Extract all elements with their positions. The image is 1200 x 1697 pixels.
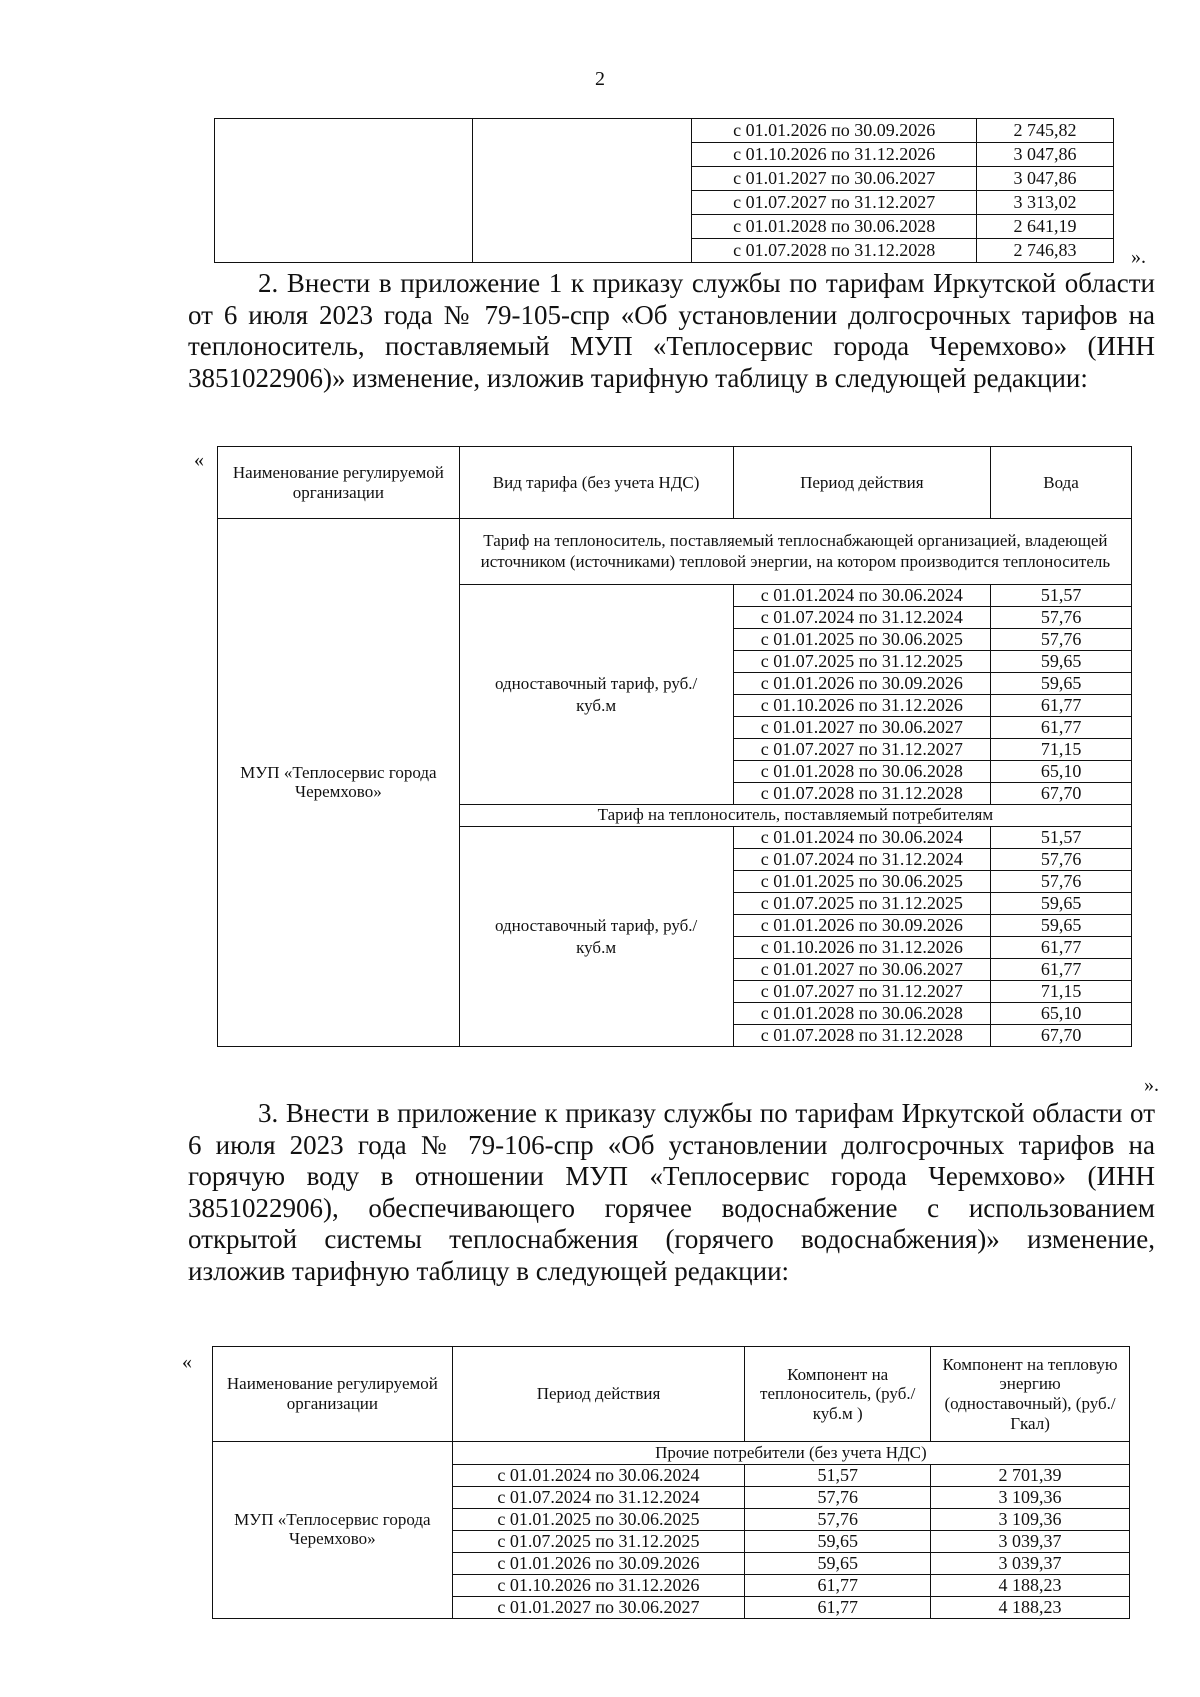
period-cell: с 01.07.2024 по 31.12.2024: [733, 849, 991, 871]
energy-value-cell: 3 109,36: [931, 1487, 1130, 1509]
table-tail: [214, 118, 1114, 263]
t2-section-title: Прочие потребители (без учета НДС): [452, 1442, 1129, 1465]
value-cell: 59,65: [991, 651, 1132, 673]
t1-header-tariff-type: Вид тарифа (без учета НДС): [459, 447, 733, 519]
period-cell: с 01.07.2024 по 31.12.2024: [452, 1487, 745, 1509]
period-cell: с 01.01.2027 по 30.06.2027: [733, 959, 991, 981]
value-cell: 51,57: [991, 827, 1132, 849]
period-cell: с 01.01.2024 по 30.06.2024: [452, 1465, 745, 1487]
energy-value-cell: 4 188,23: [931, 1597, 1130, 1619]
period-cell: с 01.10.2026 по 31.12.2026: [733, 695, 991, 717]
t1-section2-title: Тариф на теплоноситель, поставляемый потребителям: [459, 805, 1131, 827]
period-cell: с 01.07.2025 по 31.12.2025: [733, 651, 991, 673]
period-cell: с 01.07.2027 по 31.12.2027: [733, 981, 991, 1003]
carrier-value-cell: 59,65: [745, 1553, 931, 1575]
period-cell: с 01.07.2028 по 31.12.2028: [733, 1025, 991, 1047]
value-cell: 61,77: [991, 937, 1132, 959]
tail-empty-cell-type: [472, 119, 692, 263]
t1-header-water: Вода: [991, 447, 1132, 519]
value-cell: 3 047,86: [977, 167, 1114, 191]
period-cell: с 01.01.2026 по 30.09.2026: [733, 673, 991, 695]
value-cell: 59,65: [991, 673, 1132, 695]
carrier-value-cell: 61,77: [745, 1575, 931, 1597]
period-cell: с 01.01.2027 по 30.06.2027: [452, 1597, 745, 1619]
period-cell: с 01.01.2026 по 30.09.2026: [452, 1553, 745, 1575]
t1-header-org: Наименование регулируемой организации: [218, 447, 460, 519]
table-row: [215, 119, 1114, 143]
value-cell: 71,15: [991, 981, 1132, 1003]
t2-header-org: Наименование регулируемой организации: [213, 1347, 453, 1442]
period-cell: с 01.01.2028 по 30.06.2028: [733, 1003, 991, 1025]
t1-section2-tariff: одноставочный тариф, руб./куб.м: [459, 827, 733, 1047]
carrier-value-cell: 57,76: [745, 1509, 931, 1531]
value-cell: 67,70: [991, 783, 1132, 805]
carrier-value-cell: 51,57: [745, 1465, 931, 1487]
value-cell: 65,10: [991, 1003, 1132, 1025]
period-cell: с 01.10.2026 по 31.12.2026: [452, 1575, 745, 1597]
table2-open-quote: «: [182, 1351, 192, 1373]
period-cell: с 01.07.2024 по 31.12.2024: [733, 607, 991, 629]
value-cell: 2 641,19: [977, 215, 1114, 239]
value-cell: 59,65: [991, 915, 1132, 937]
table-hot-water: [212, 1346, 1130, 1619]
value-cell: 3 313,02: [977, 191, 1114, 215]
energy-value-cell: 3 039,37: [931, 1553, 1130, 1575]
t2-header-heat-energy: Компонент на тепловую энергию (одноставочный), (руб./Гкал): [931, 1347, 1130, 1442]
period-cell: с 01.01.2025 по 30.06.2025: [733, 629, 991, 651]
period-cell: с 01.07.2025 по 31.12.2025: [452, 1531, 745, 1553]
period-cell: с 01.10.2026 по 31.12.2026: [733, 937, 991, 959]
period-cell: с 01.07.2027 по 31.12.2027: [733, 739, 991, 761]
page-number: 2: [595, 68, 605, 90]
period-cell: с 01.01.2026 по 30.09.2026: [692, 119, 977, 143]
value-cell: 3 047,86: [977, 143, 1114, 167]
energy-value-cell: 3 039,37: [931, 1531, 1130, 1553]
value-cell: 57,76: [991, 607, 1132, 629]
paragraph-2: 2. Внести в приложение 1 к приказу службы по тарифам Иркутской области от 6 июля 2023 года № 79-105-спр «Об установлении долгосрочных тарифов на теплоноситель, поставляемый МУП «Теплосервис города Черемхово» (ИНН 3851022906)» изменение, изложив тарифную таблицу в следующей редакции:: [188, 268, 1155, 393]
period-cell: с 01.01.2027 по 30.06.2027: [692, 167, 977, 191]
carrier-value-cell: 59,65: [745, 1531, 931, 1553]
value-cell: 2 745,82: [977, 119, 1114, 143]
value-cell: 61,77: [991, 717, 1132, 739]
t2-header-period: Период действия: [452, 1347, 745, 1442]
table-row: [213, 1442, 1130, 1465]
period-cell: с 01.01.2025 по 30.06.2025: [452, 1509, 745, 1531]
value-cell: 2 746,83: [977, 239, 1114, 263]
t2-header-heat-carrier: Компонент на теплоноситель, (руб./куб.м ): [745, 1347, 931, 1442]
period-cell: с 01.10.2026 по 31.12.2026: [692, 143, 977, 167]
value-cell: 61,77: [991, 695, 1132, 717]
energy-value-cell: 4 188,23: [931, 1575, 1130, 1597]
period-cell: с 01.07.2028 по 31.12.2028: [692, 239, 977, 263]
period-cell: с 01.01.2024 по 30.06.2024: [733, 585, 991, 607]
paragraph-3: 3. Внести в приложение к приказу службы по тарифам Иркутской области от 6 июля 2023 года № 79-106-спр «Об установлении долгосрочных тарифов на горячую воду в отношении МУП «Теплосервис города Черемхово» (ИНН 3851022906), обеспечивающего горячее водоснабжение с использованием открытой системы теплоснабжения (горячего водоснабжения)» изменение, изложив тарифную таблицу в следующей редакции:: [188, 1098, 1155, 1286]
value-cell: 65,10: [991, 761, 1132, 783]
period-cell: с 01.01.2025 по 30.06.2025: [733, 871, 991, 893]
t1-section1-title: Тариф на теплоноситель, поставляемый теплоснабжающей организацией, владеющей источником (источниками) тепловой энергии, на котором производится теплоноситель: [459, 519, 1131, 585]
value-cell: 57,76: [991, 849, 1132, 871]
value-cell: 59,65: [991, 893, 1132, 915]
table1-closing-quote: ».: [1144, 1074, 1159, 1096]
table-teplonositel: [217, 446, 1132, 1047]
period-cell: с 01.07.2027 по 31.12.2027: [692, 191, 977, 215]
t1-org-name: МУП «Теплосервис города Черемхово»: [218, 519, 460, 1047]
period-cell: с 01.01.2026 по 30.09.2026: [733, 915, 991, 937]
carrier-value-cell: 61,77: [745, 1597, 931, 1619]
period-cell: с 01.07.2025 по 31.12.2025: [733, 893, 991, 915]
table1-open-quote: «: [194, 449, 204, 471]
table-tail-closing-quote: ».: [1131, 246, 1146, 268]
table-row: [218, 519, 1132, 585]
value-cell: 61,77: [991, 959, 1132, 981]
value-cell: 57,76: [991, 629, 1132, 651]
value-cell: 71,15: [991, 739, 1132, 761]
value-cell: 57,76: [991, 871, 1132, 893]
period-cell: с 01.01.2027 по 30.06.2027: [733, 717, 991, 739]
t2-org-name: МУП «Теплосервис города Черемхово»: [213, 1442, 453, 1619]
tail-empty-cell-org: [215, 119, 473, 263]
energy-value-cell: 3 109,36: [931, 1509, 1130, 1531]
t1-section1-tariff: одноставочный тариф, руб./куб.м: [459, 585, 733, 805]
value-cell: 51,57: [991, 585, 1132, 607]
t1-header-period: Период действия: [733, 447, 991, 519]
period-cell: с 01.01.2028 по 30.06.2028: [692, 215, 977, 239]
energy-value-cell: 2 701,39: [931, 1465, 1130, 1487]
period-cell: с 01.01.2024 по 30.06.2024: [733, 827, 991, 849]
carrier-value-cell: 57,76: [745, 1487, 931, 1509]
period-cell: с 01.01.2028 по 30.06.2028: [733, 761, 991, 783]
period-cell: с 01.07.2028 по 31.12.2028: [733, 783, 991, 805]
value-cell: 67,70: [991, 1025, 1132, 1047]
